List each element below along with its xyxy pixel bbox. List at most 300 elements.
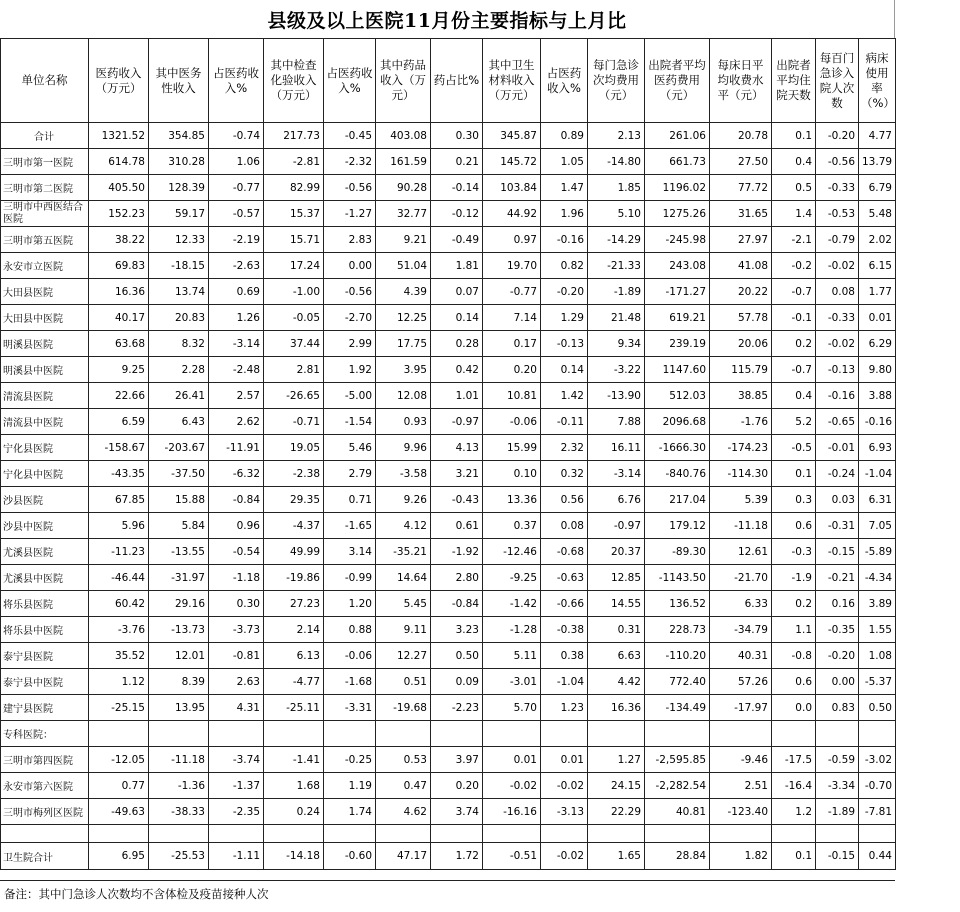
value-cell: 0.10 — [483, 461, 541, 487]
value-cell: 0.4 — [772, 383, 816, 409]
value-cell: 2.99 — [324, 331, 376, 357]
value-cell: -0.51 — [483, 843, 541, 870]
value-cell: -14.29 — [588, 227, 645, 253]
value-cell: 3.14 — [324, 539, 376, 565]
value-cell: 0.2 — [772, 591, 816, 617]
value-cell: 661.73 — [645, 149, 710, 175]
value-cell: 161.59 — [376, 149, 431, 175]
value-cell: -0.01 — [816, 435, 859, 461]
value-cell: 1.01 — [431, 383, 483, 409]
empty-cell — [209, 825, 264, 843]
value-cell: 136.52 — [645, 591, 710, 617]
table-row — [1, 487, 896, 513]
value-cell: -25.15 — [89, 695, 149, 721]
empty-cell — [89, 825, 149, 843]
value-cell: 354.85 — [149, 123, 209, 149]
value-cell: 152.23 — [89, 201, 149, 227]
value-cell: 2096.68 — [645, 409, 710, 435]
value-cell: 0.50 — [431, 643, 483, 669]
value-cell: 5.70 — [483, 695, 541, 721]
value-cell: -1.9 — [772, 565, 816, 591]
value-cell: 32.77 — [376, 201, 431, 227]
value-cell: 1.27 — [588, 747, 645, 773]
value-cell: 7.14 — [483, 305, 541, 331]
value-cell: 128.39 — [149, 175, 209, 201]
value-cell: 1.96 — [541, 201, 588, 227]
value-cell: 4.39 — [376, 279, 431, 305]
value-cell: 1.74 — [324, 799, 376, 825]
value-cell: -1.18 — [209, 565, 264, 591]
value-cell: -17.97 — [710, 695, 772, 721]
value-cell: 0.50 — [859, 695, 896, 721]
value-cell: 0.71 — [324, 487, 376, 513]
value-cell: 13.79 — [859, 149, 896, 175]
unit-name-cell: 尤溪县医院 — [1, 539, 89, 565]
value-cell: -1.28 — [483, 617, 541, 643]
value-cell: 0.01 — [859, 305, 896, 331]
value-cell: 2.80 — [431, 565, 483, 591]
value-cell: 38.22 — [89, 227, 149, 253]
value-cell: 6.59 — [89, 409, 149, 435]
value-cell: -0.33 — [816, 305, 859, 331]
table-row — [1, 149, 896, 175]
value-cell: -2.19 — [209, 227, 264, 253]
empty-cell — [816, 721, 859, 747]
unit-name-cell: 三明市第五医院 — [1, 227, 89, 253]
empty-cell — [149, 721, 209, 747]
empty-cell — [541, 825, 588, 843]
value-cell: -158.67 — [89, 435, 149, 461]
empty-cell — [772, 721, 816, 747]
value-cell: -3.58 — [376, 461, 431, 487]
value-cell: -13.90 — [588, 383, 645, 409]
value-cell: 60.42 — [89, 591, 149, 617]
section-label: 专科医院： — [1, 721, 89, 747]
value-cell: 614.78 — [89, 149, 149, 175]
value-cell: -5.00 — [324, 383, 376, 409]
column-header: 其中医务性收入 — [149, 39, 209, 123]
table-row — [1, 357, 896, 383]
value-cell: -0.43 — [431, 487, 483, 513]
value-cell: 1147.60 — [645, 357, 710, 383]
value-cell: -245.98 — [645, 227, 710, 253]
value-cell: -0.68 — [541, 539, 588, 565]
value-cell: 67.85 — [89, 487, 149, 513]
table-row — [1, 643, 896, 669]
table-row — [1, 383, 896, 409]
value-cell: -0.8 — [772, 643, 816, 669]
value-cell: 1.29 — [541, 305, 588, 331]
value-cell: 4.42 — [588, 669, 645, 695]
empty-cell — [710, 721, 772, 747]
value-cell: 228.73 — [645, 617, 710, 643]
value-cell: -110.20 — [645, 643, 710, 669]
value-cell: 0.6 — [772, 513, 816, 539]
value-cell: 1.92 — [324, 357, 376, 383]
value-cell: -0.06 — [324, 643, 376, 669]
value-cell: -114.30 — [710, 461, 772, 487]
value-cell: -1.65 — [324, 513, 376, 539]
value-cell: 0.4 — [772, 149, 816, 175]
value-cell: 6.63 — [588, 643, 645, 669]
value-cell: -19.68 — [376, 695, 431, 721]
value-cell: -3.73 — [209, 617, 264, 643]
unit-name-cell: 清流县中医院 — [1, 409, 89, 435]
value-cell: -4.37 — [264, 513, 324, 539]
value-cell: -0.12 — [431, 201, 483, 227]
value-cell: 2.63 — [209, 669, 264, 695]
value-cell: -26.65 — [264, 383, 324, 409]
value-cell: 9.11 — [376, 617, 431, 643]
unit-name-cell: 明溪县医院 — [1, 331, 89, 357]
value-cell: -3.13 — [541, 799, 588, 825]
value-cell: -1.92 — [431, 539, 483, 565]
value-cell: -4.34 — [859, 565, 896, 591]
column-header: 其中卫生材料收入（万元） — [483, 39, 541, 123]
value-cell: 7.05 — [859, 513, 896, 539]
column-header: 占医药收入% — [324, 39, 376, 123]
value-cell: 15.99 — [483, 435, 541, 461]
value-cell: -35.21 — [376, 539, 431, 565]
value-cell: -0.3 — [772, 539, 816, 565]
unit-name-cell: 永安市立医院 — [1, 253, 89, 279]
value-cell: -0.99 — [324, 565, 376, 591]
value-cell: 20.22 — [710, 279, 772, 305]
value-cell: 4.12 — [376, 513, 431, 539]
unit-name-cell: 大田县医院 — [1, 279, 89, 305]
value-cell: -1.89 — [816, 799, 859, 825]
empty-cell — [483, 825, 541, 843]
value-cell: 0.32 — [541, 461, 588, 487]
value-cell: -0.35 — [816, 617, 859, 643]
value-cell: -0.97 — [588, 513, 645, 539]
value-cell: -0.54 — [209, 539, 264, 565]
unit-name-cell: 宁化县医院 — [1, 435, 89, 461]
value-cell: 0.93 — [376, 409, 431, 435]
empty-cell — [588, 721, 645, 747]
empty-cell — [541, 721, 588, 747]
value-cell: -0.60 — [324, 843, 376, 870]
value-cell: 0.17 — [483, 331, 541, 357]
value-cell: -19.86 — [264, 565, 324, 591]
value-cell: 5.46 — [324, 435, 376, 461]
value-cell: 1.23 — [541, 695, 588, 721]
table-row — [1, 669, 896, 695]
unit-name-cell: 沙县医院 — [1, 487, 89, 513]
value-cell: 9.34 — [588, 331, 645, 357]
table-row — [1, 175, 896, 201]
table-row — [1, 591, 896, 617]
value-cell: 1.2 — [772, 799, 816, 825]
value-cell: -0.11 — [541, 409, 588, 435]
value-cell: 1.19 — [324, 773, 376, 799]
value-cell: -0.70 — [859, 773, 896, 799]
value-cell: 115.79 — [710, 357, 772, 383]
value-cell: 12.33 — [149, 227, 209, 253]
value-cell: -13.55 — [149, 539, 209, 565]
value-cell: -0.74 — [209, 123, 264, 149]
empty-cell — [324, 825, 376, 843]
unit-name-cell: 大田县中医院 — [1, 305, 89, 331]
value-cell: 0.1 — [772, 843, 816, 870]
value-cell: -0.16 — [859, 409, 896, 435]
value-cell: 15.37 — [264, 201, 324, 227]
value-cell: 261.06 — [645, 123, 710, 149]
value-cell: -0.02 — [816, 253, 859, 279]
value-cell: -1.68 — [324, 669, 376, 695]
value-cell: 0.61 — [431, 513, 483, 539]
table-row — [1, 409, 896, 435]
value-cell: -2.63 — [209, 253, 264, 279]
unit-name-cell: 将乐县中医院 — [1, 617, 89, 643]
value-cell: -2.38 — [264, 461, 324, 487]
value-cell: -0.15 — [816, 539, 859, 565]
empty-cell — [710, 825, 772, 843]
value-cell: 0.5 — [772, 175, 816, 201]
value-cell: 1.12 — [89, 669, 149, 695]
value-cell: 20.06 — [710, 331, 772, 357]
value-cell: 5.39 — [710, 487, 772, 513]
value-cell: 0.88 — [324, 617, 376, 643]
value-cell: 27.23 — [264, 591, 324, 617]
column-header: 出院者平均住院天数 — [772, 39, 816, 123]
unit-name-cell: 明溪县中医院 — [1, 357, 89, 383]
empty-cell — [588, 825, 645, 843]
value-cell: -37.50 — [149, 461, 209, 487]
unit-name-cell: 泰宁县中医院 — [1, 669, 89, 695]
value-cell: -89.30 — [645, 539, 710, 565]
empty-cell — [209, 721, 264, 747]
value-cell: 16.36 — [89, 279, 149, 305]
value-cell: 0.14 — [541, 357, 588, 383]
value-cell: 1.72 — [431, 843, 483, 870]
value-cell: 26.41 — [149, 383, 209, 409]
value-cell: 0.31 — [588, 617, 645, 643]
value-cell: 0.01 — [483, 747, 541, 773]
value-cell: 22.29 — [588, 799, 645, 825]
value-cell: -0.31 — [816, 513, 859, 539]
value-cell: -1.89 — [588, 279, 645, 305]
value-cell: 0.00 — [324, 253, 376, 279]
value-cell: -0.77 — [483, 279, 541, 305]
empty-cell — [431, 721, 483, 747]
value-cell: -0.06 — [483, 409, 541, 435]
value-cell: 3.89 — [859, 591, 896, 617]
value-cell: 0.30 — [431, 123, 483, 149]
value-cell: 2.14 — [264, 617, 324, 643]
value-cell: -0.02 — [541, 843, 588, 870]
value-cell: -12.46 — [483, 539, 541, 565]
value-cell: -0.7 — [772, 279, 816, 305]
empty-cell — [645, 825, 710, 843]
value-cell: -3.14 — [209, 331, 264, 357]
value-cell: -0.84 — [431, 591, 483, 617]
value-cell: 12.61 — [710, 539, 772, 565]
value-cell: 40.17 — [89, 305, 149, 331]
value-cell: 6.79 — [859, 175, 896, 201]
value-cell: 310.28 — [149, 149, 209, 175]
value-cell: 17.24 — [264, 253, 324, 279]
value-cell: 44.92 — [483, 201, 541, 227]
value-cell: 14.64 — [376, 565, 431, 591]
value-cell: 9.25 — [89, 357, 149, 383]
value-cell: 1.4 — [772, 201, 816, 227]
value-cell: 0.07 — [431, 279, 483, 305]
value-cell: 29.16 — [149, 591, 209, 617]
value-cell: 51.04 — [376, 253, 431, 279]
value-cell: 27.97 — [710, 227, 772, 253]
table-row — [1, 253, 896, 279]
value-cell: -0.02 — [816, 331, 859, 357]
value-cell: -1.04 — [859, 461, 896, 487]
value-cell: 217.04 — [645, 487, 710, 513]
value-cell: 0.28 — [431, 331, 483, 357]
value-cell: 2.28 — [149, 357, 209, 383]
value-cell: 5.45 — [376, 591, 431, 617]
value-cell: -4.77 — [264, 669, 324, 695]
value-cell: -13.73 — [149, 617, 209, 643]
value-cell: -0.57 — [209, 201, 264, 227]
value-cell: -3.74 — [209, 747, 264, 773]
value-cell: 6.15 — [859, 253, 896, 279]
unit-name-cell: 清流县医院 — [1, 383, 89, 409]
value-cell: 35.52 — [89, 643, 149, 669]
unit-name-cell: 建宁县医院 — [1, 695, 89, 721]
table-body — [1, 123, 896, 870]
value-cell: -3.22 — [588, 357, 645, 383]
value-cell: 3.95 — [376, 357, 431, 383]
value-cell: 12.85 — [588, 565, 645, 591]
value-cell: 12.01 — [149, 643, 209, 669]
value-cell: 1.42 — [541, 383, 588, 409]
value-cell: 40.31 — [710, 643, 772, 669]
empty-cell — [324, 721, 376, 747]
value-cell: -1.42 — [483, 591, 541, 617]
value-cell: -0.63 — [541, 565, 588, 591]
column-header: 医药收入（万元） — [89, 39, 149, 123]
table-row — [1, 227, 896, 253]
value-cell: 243.08 — [645, 253, 710, 279]
table-row-health-center-total — [1, 843, 896, 870]
value-cell: 0.42 — [431, 357, 483, 383]
value-cell: -0.15 — [816, 843, 859, 870]
value-cell: 17.75 — [376, 331, 431, 357]
value-cell: 239.19 — [645, 331, 710, 357]
value-cell: 0.14 — [431, 305, 483, 331]
value-cell: -0.13 — [816, 357, 859, 383]
value-cell: -1.27 — [324, 201, 376, 227]
value-cell: -0.02 — [483, 773, 541, 799]
table-row — [1, 617, 896, 643]
value-cell: -1.11 — [209, 843, 264, 870]
value-cell: 0.16 — [816, 591, 859, 617]
value-cell: -0.20 — [541, 279, 588, 305]
value-cell: -0.53 — [816, 201, 859, 227]
value-cell: 12.27 — [376, 643, 431, 669]
value-cell: 29.35 — [264, 487, 324, 513]
value-cell: 41.08 — [710, 253, 772, 279]
value-cell: 14.55 — [588, 591, 645, 617]
value-cell: 0.96 — [209, 513, 264, 539]
value-cell: -3.14 — [588, 461, 645, 487]
value-cell: -0.77 — [209, 175, 264, 201]
value-cell: -0.24 — [816, 461, 859, 487]
empty-cell — [859, 825, 896, 843]
unit-name-cell: 三明市第一医院 — [1, 149, 89, 175]
value-cell: -11.18 — [149, 747, 209, 773]
value-cell: -0.20 — [816, 123, 859, 149]
value-cell: -1.36 — [149, 773, 209, 799]
value-cell: 0.83 — [816, 695, 859, 721]
value-cell: 0.44 — [859, 843, 896, 870]
column-header: 占医药收入% — [541, 39, 588, 123]
table-row — [1, 305, 896, 331]
value-cell: -0.65 — [816, 409, 859, 435]
value-cell: 6.33 — [710, 591, 772, 617]
header-row — [1, 39, 896, 123]
value-cell: 1.47 — [541, 175, 588, 201]
column-header-unit: 单位名称 — [1, 39, 89, 123]
empty-cell — [483, 721, 541, 747]
value-cell: -0.56 — [816, 149, 859, 175]
value-cell: 5.11 — [483, 643, 541, 669]
value-cell: 2.81 — [264, 357, 324, 383]
value-cell: 6.93 — [859, 435, 896, 461]
value-cell: 103.84 — [483, 175, 541, 201]
value-cell: 403.08 — [376, 123, 431, 149]
value-cell: -3.76 — [89, 617, 149, 643]
value-cell: 0.08 — [816, 279, 859, 305]
value-cell: 12.25 — [376, 305, 431, 331]
value-cell: -2.70 — [324, 305, 376, 331]
value-cell: -9.46 — [710, 747, 772, 773]
value-cell: 1.55 — [859, 617, 896, 643]
value-cell: 2.83 — [324, 227, 376, 253]
value-cell: -1.41 — [264, 747, 324, 773]
value-cell: 0.89 — [541, 123, 588, 149]
indicator-table — [0, 38, 896, 870]
empty-cell — [431, 825, 483, 843]
value-cell: -1666.30 — [645, 435, 710, 461]
unit-name-cell: 三明市第二医院 — [1, 175, 89, 201]
empty-cell — [772, 825, 816, 843]
value-cell: -0.25 — [324, 747, 376, 773]
value-cell: 512.03 — [645, 383, 710, 409]
unit-name-cell: 泰宁县医院 — [1, 643, 89, 669]
value-cell: 1.85 — [588, 175, 645, 201]
value-cell: -11.23 — [89, 539, 149, 565]
value-cell: 8.32 — [149, 331, 209, 357]
value-cell: -17.5 — [772, 747, 816, 773]
value-cell: -7.81 — [859, 799, 896, 825]
value-cell: -21.33 — [588, 253, 645, 279]
value-cell: 1196.02 — [645, 175, 710, 201]
value-cell: -3.31 — [324, 695, 376, 721]
value-cell: 15.88 — [149, 487, 209, 513]
value-cell: -0.02 — [541, 773, 588, 799]
value-cell: 4.77 — [859, 123, 896, 149]
column-header: 每百门急诊入院人次数 — [816, 39, 859, 123]
value-cell: 16.36 — [588, 695, 645, 721]
value-cell: -0.33 — [816, 175, 859, 201]
value-cell: -1.54 — [324, 409, 376, 435]
value-cell: 1.08 — [859, 643, 896, 669]
value-cell: 9.26 — [376, 487, 431, 513]
value-cell: 0.69 — [209, 279, 264, 305]
value-cell: -1.04 — [541, 669, 588, 695]
value-cell: 0.53 — [376, 747, 431, 773]
unit-name-cell: 卫生院合计 — [1, 843, 89, 870]
